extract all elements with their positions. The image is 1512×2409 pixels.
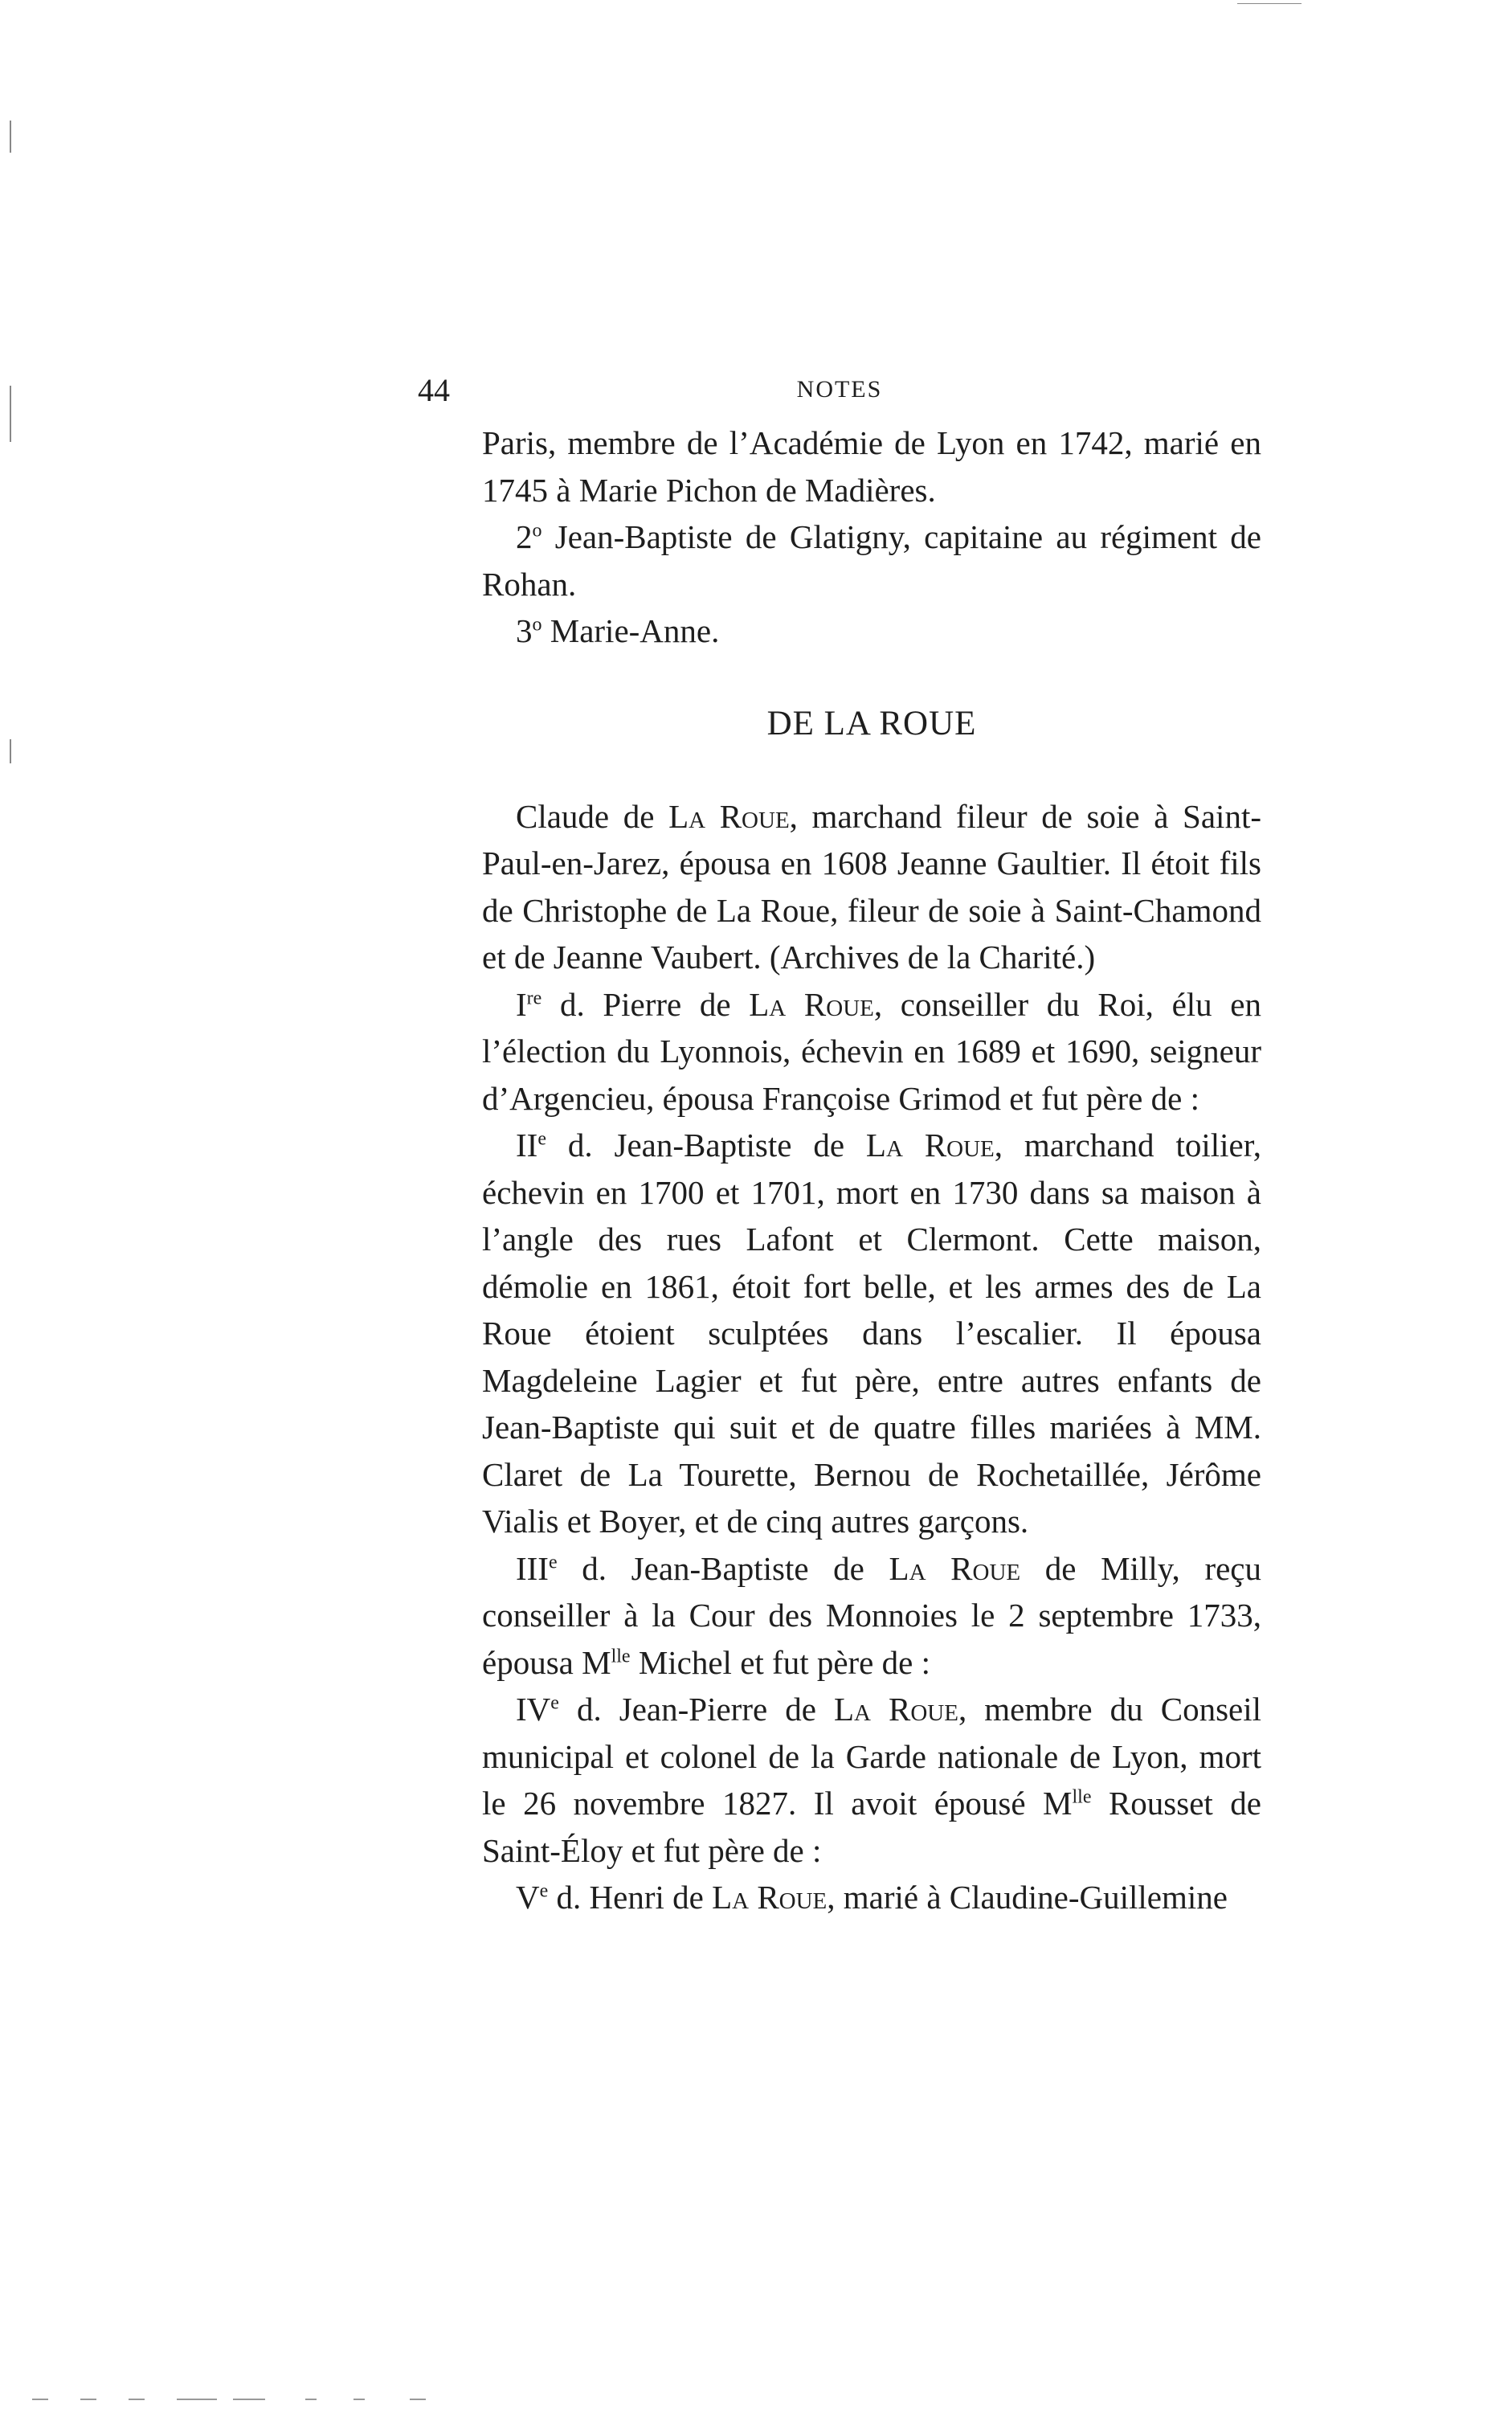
continuation-paragraph: Paris, membre de l’Académie de Lyon en 1742, marié en 1745 à Marie Pichon de Madières. (482, 424, 1261, 509)
degree-numeral: IV (516, 1691, 551, 1728)
family-name: La Roue (712, 1879, 828, 1916)
page-number: 44 (418, 372, 450, 408)
degree-1-paragraph: Ire d. Pierre de La Roue, conseiller du Roi, élu en l’élection du Lyonnois, échevin en 1689 et 1690, seigneur d’Argencieu, épousa Françoise Grimod et fut père de : (482, 985, 1262, 1117)
scan-speck (1237, 3, 1302, 4)
family-name: La Roue (749, 985, 874, 1023)
list-text: Jean-Baptiste de Glatigny, capitaine au régiment de Rohan. (482, 518, 1261, 603)
section-title: DE LA ROUE (766, 704, 977, 742)
degree-sign: o (532, 614, 542, 636)
page-header (418, 371, 1261, 419)
intro-paragraph: Claude de La Roue, marchand fileur de soie à Saint-Paul-en-Jarez, épousa en 1608 Jeanne Gaultier. Il étoit fils de Christophe de La Roue, fileur de soie à Saint-Chamond et de Jeanne Vaubert. (Archives de la Charité.) (482, 797, 1261, 975)
degree-sign: o (532, 520, 542, 542)
scan-edge-marks (32, 2399, 450, 2400)
list-item-3 (482, 607, 1261, 655)
running-head: NOTES (796, 376, 883, 403)
family-name: La Roue (889, 1549, 1021, 1587)
degree-3-paragraph: IIIe d. Jean-Baptiste de La Roue de Milly, reçu conseiller à la Cour des Monnoies le 2 septembre 1733, épousa $M^{lle}$ Michel et fut père de : (482, 1549, 1261, 1681)
list-text: Marie-Anne. (541, 612, 720, 649)
degree-numeral: V (516, 1879, 540, 1916)
page-body (482, 419, 1261, 1921)
degree-numeral: I (516, 985, 527, 1023)
degree-2-paragraph: IIe d. Jean-Baptiste de La Roue, marchand toilier, échevin en 1700 et 1701, mort en 1730 dans sa maison à l’angle des rues Lafont et Clermont. Cette maison, démolie en 1861, étoit fort belle, et les armes des de La Roue étoient sculptées dans l’escalier. Il épousa Magdeleine Lagier et fut père, entre autres enfants de Jean-Baptiste qui suit et de quatre filles mariées à MM. Claret de La Tourette, Bernou de Rochetaillée, Jérôme Vialis et Boyer, et de cinq autres garçons. (482, 1127, 1261, 1540)
family-name: La Roue (668, 797, 790, 835)
family-name: La Roue (865, 1127, 995, 1164)
scan-speck (10, 386, 11, 442)
degree-4-paragraph: IVe d. Jean-Pierre de La Roue, membre du Conseil municipal et colonel de la Garde nationale de Lyon, mort le 26 novembre 1827. Il avoit épousé $M^{lle}$ Rousset de Saint-Éloy et fut père de : (482, 1691, 1261, 1869)
scan-speck (10, 121, 11, 153)
degree-5-paragraph: Ve d. Henri de La Roue, marié à Claudine-Guillemine (516, 1879, 1228, 1916)
list-marker: 2 (516, 518, 533, 555)
list-marker: 3 (516, 612, 533, 649)
scan-speck (10, 739, 11, 763)
degree-numeral: II (516, 1127, 538, 1164)
list-item-2 (482, 513, 1261, 607)
family-name: La Roue (833, 1691, 958, 1728)
degree-numeral: III (516, 1549, 549, 1587)
